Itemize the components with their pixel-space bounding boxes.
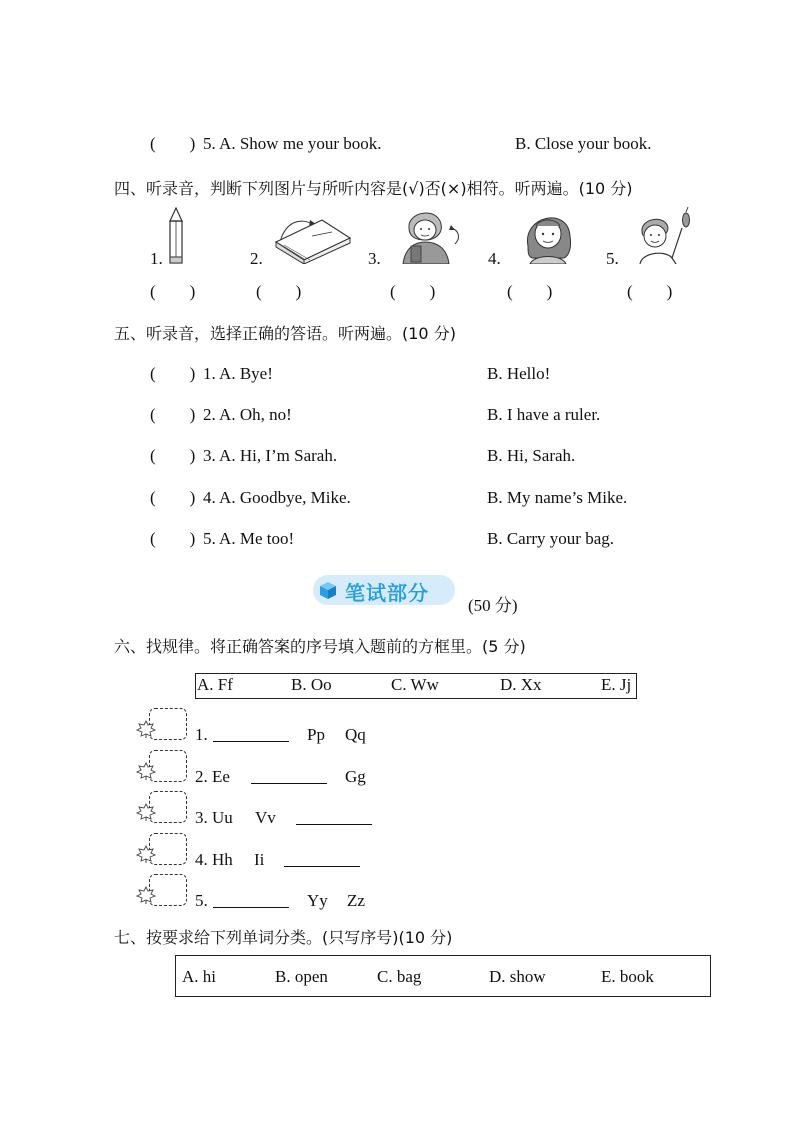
written-section-title: 笔试部分: [345, 581, 429, 605]
option-b: B. Hello!: [487, 364, 551, 383]
letter-pair: Qq: [345, 725, 366, 744]
option-item: B. Oo: [291, 675, 332, 694]
section-7-heading: 七、按要求给下列单词分类。(只写序号)(10 分): [114, 928, 453, 947]
picture-number: 3.: [368, 249, 381, 268]
answer-blank[interactable]: [251, 769, 327, 784]
option-a: 4. A. Goodbye, Mike.: [203, 488, 351, 507]
boy-waving-icon: [636, 206, 696, 264]
boy-with-bag-icon: [397, 206, 463, 264]
letter-pair: Vv: [255, 808, 276, 827]
option-a: 5. A. Me too!: [203, 529, 295, 548]
section-4-heading: 四、听录音，判断下列图片与所听内容是(√)否(×)相符。听两遍。(10 分): [114, 179, 633, 198]
item-number: 1.: [195, 725, 208, 744]
option-item: C. Ww: [391, 675, 439, 694]
letter-pair: Ii: [254, 850, 265, 869]
picture-number: 5.: [606, 249, 619, 268]
option-b: B. My name’s Mike.: [487, 488, 628, 507]
answer-paren[interactable]: ( ): [507, 282, 553, 301]
option-a: 2. A. Oh, no!: [203, 405, 292, 424]
picture-number: 2.: [250, 249, 263, 268]
leaf-icon: [136, 720, 156, 738]
answer-blank[interactable]: [296, 810, 372, 825]
letter-pair: Gg: [345, 767, 366, 786]
answer-paren[interactable]: ( ): [150, 282, 196, 301]
item-number: 5.: [195, 891, 208, 910]
pencil-icon: [166, 207, 186, 265]
option-b: B. I have a ruler.: [487, 405, 601, 424]
picture-number: 1.: [150, 249, 163, 268]
word-option: A. hi: [182, 967, 216, 986]
option-item: E. Jj: [601, 675, 632, 694]
answer-paren[interactable]: ( ): [150, 488, 196, 507]
answer-paren[interactable]: ( ): [256, 282, 302, 301]
option-a: 3. A. Hi, I’m Sarah.: [203, 446, 338, 465]
word-option: B. open: [275, 967, 328, 986]
answer-paren[interactable]: ( ): [150, 405, 196, 424]
word-option: C. bag: [377, 967, 422, 986]
word-option: D. show: [489, 967, 546, 986]
leaf-icon: [136, 803, 156, 821]
written-section-score: (50 分): [468, 596, 518, 615]
answer-paren[interactable]: ( ): [390, 282, 436, 301]
answer-blank[interactable]: [284, 852, 360, 867]
leaf-icon: [136, 886, 156, 904]
answer-paren[interactable]: ( ): [150, 364, 196, 383]
letter-pair: Zz: [347, 891, 365, 910]
option-b: B. Close your book.: [515, 134, 652, 153]
answer-paren[interactable]: ( ): [150, 134, 196, 153]
option-b: B. Hi, Sarah.: [487, 446, 576, 465]
picture-number: 4.: [488, 249, 501, 268]
letter-pair: Pp: [307, 725, 325, 744]
item-number: 3. Uu: [195, 808, 233, 827]
girl-icon: [520, 206, 576, 264]
item-number: 4. Hh: [195, 850, 233, 869]
option-item: D. Xx: [500, 675, 542, 694]
answer-blank[interactable]: [213, 727, 289, 742]
section-5-heading: 五、听录音，选择正确的答语。听两遍。(10 分): [114, 324, 456, 343]
leaf-icon: [136, 762, 156, 780]
answer-paren[interactable]: ( ): [150, 446, 196, 465]
leaf-icon: [136, 845, 156, 863]
cube-icon: [318, 580, 338, 600]
answer-paren[interactable]: ( ): [627, 282, 673, 301]
letter-pair: Yy: [307, 891, 328, 910]
section-6-heading: 六、找规律。将正确答案的序号填入题前的方框里。(5 分): [114, 637, 526, 656]
option-a: 5. A. Show me your book.: [203, 134, 382, 153]
option-b: B. Carry your bag.: [487, 529, 615, 548]
answer-paren[interactable]: ( ): [150, 529, 196, 548]
answer-blank[interactable]: [213, 893, 289, 908]
book-icon: [272, 214, 352, 264]
word-option: E. book: [601, 967, 654, 986]
item-number: 2. Ee: [195, 767, 230, 786]
option-item: A. Ff: [197, 675, 233, 694]
option-a: 1. A. Bye!: [203, 364, 273, 383]
